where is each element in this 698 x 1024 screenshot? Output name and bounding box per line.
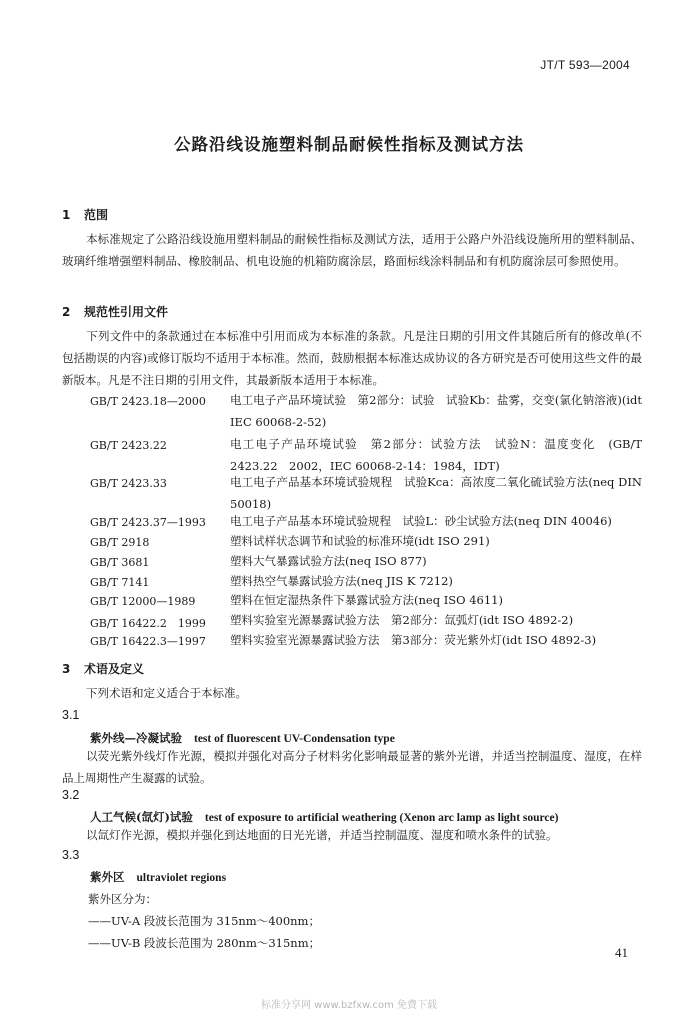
ref-title: 塑料实验室光源暴露试验方法 第3部分：荧光紫外灯(idt ISO 4892-3): [230, 633, 597, 647]
section-2-heading: [62, 303, 168, 320]
list-line: ——UV-A 段波长范围为 315nm～400nm；: [88, 914, 320, 928]
paragraph-text: 下列文件中的条款通过在本标准中引用而成为本标准的条款。凡是注日期的引用文件其随后所有的修改单(不包括勘误的内容)或修订版均不适用于本标准。然而，鼓励根据本标准达成协议的各方研究是否可使用这些文件的最新版本。凡是不注日期的引用文件，其最新版本适用于本标准。: [62, 329, 642, 387]
ref-code: GB/T 2423.22: [90, 439, 167, 452]
ref-title: 塑料大气暴露试验方法(neq ISO 877): [230, 554, 427, 568]
term-zh: 紫外线—冷凝试验: [90, 731, 182, 745]
list-line: 紫外区分为：: [88, 892, 157, 906]
ref-code: GB/T 2918: [90, 536, 150, 549]
ref-code: GB/T 2423.18—2000: [90, 395, 206, 408]
section-2-text: [62, 325, 642, 391]
subsection-number: 3.2: [62, 788, 80, 802]
term-en: test of exposure to artificial weathering (Xenon arc lamp as light source): [204, 812, 559, 824]
ref-code: GB/T 12000—1989: [90, 595, 196, 608]
term-definition: [62, 824, 642, 846]
section-title: 范围: [84, 208, 109, 222]
term-zh: 人工气候(氙灯)试验: [90, 810, 193, 824]
ref-title: 电工电子产品环境试验 第2部分：试验 试验Kb：盐雾，交变(氯化钠溶液)(idt IEC 60068-2-52): [230, 393, 642, 429]
ref-code: GB/T 16422.3—1997: [90, 635, 206, 648]
ref-code: GB/T 2423.33: [90, 477, 167, 490]
ref-title: 塑料热空气暴露试验方法(neq JIS K 7212): [230, 574, 453, 588]
ref-code: GB/T 7141: [90, 576, 150, 589]
section-title: 术语及定义: [84, 662, 145, 676]
section-number: 3: [62, 662, 71, 676]
ref-code: GB/T 3681: [90, 556, 150, 569]
section-1-text: [62, 228, 642, 272]
section-1-heading: [62, 206, 108, 223]
list-line: ——UV-B 段波长范围为 280nm～315nm；: [88, 936, 321, 950]
section-number: 2: [62, 305, 71, 319]
definition-text: 以氙灯作光源，模拟并强化到达地面的日光光谱，并适当控制温度、湿度和喷水条件的试验。: [86, 828, 558, 842]
term-en: ultraviolet regions: [136, 872, 227, 884]
ref-code: GB/T 16422.2 1999: [90, 617, 206, 630]
document-title: 公路沿线设施塑料制品耐候性指标及测试方法: [174, 135, 524, 154]
ref-title: 电工电子产品基本环境试验规程 试验Kca：高浓度二氧化硫试验方法(neq DIN 50018): [230, 475, 642, 511]
ref-title: 塑料实验室光源暴露试验方法 第2部分：氙弧灯(idt ISO 4892-2): [230, 613, 574, 627]
section-3-text: [62, 682, 642, 704]
ref-title: 塑料在恒定湿热条件下暴露试验方法(neq ISO 4611): [230, 593, 503, 607]
section-title: 规范性引用文件: [84, 305, 169, 319]
watermark-footer: 标准分享网 www.bzfxw.com 免费下载: [261, 1000, 437, 1011]
definition-text: 以荧光紫外线灯作光源，模拟并强化对高分子材料劣化影响最显著的紫外光谱，并适当控制温度、湿度，在样品上周期性产生凝露的试验。: [62, 749, 642, 785]
term-heading: [90, 869, 226, 885]
ref-title: 电工电子产品基本环境试验规程 试验L：砂尘试验方法(neq DIN 40046): [230, 514, 612, 528]
subsection-number: 3.1: [62, 708, 80, 722]
ref-title: 塑料试样状态调节和试验的标准环境(idt ISO 291): [230, 534, 490, 548]
section-3-heading: [62, 660, 144, 677]
paragraph-text: 本标准规定了公路沿线设施用塑料制品的耐候性指标及测试方法，适用于公路户外沿线设施所用的塑料制品、玻璃纤维增强塑料制品、橡胶制品、机电设施的机箱防腐涂层，路面标线涂料制品和有机防腐涂层可参照使用。: [62, 232, 642, 268]
paragraph-text: 下列术语和定义适合于本标准。: [86, 686, 247, 700]
document-code: JT/T 593—2004: [540, 58, 630, 72]
term-definition: [62, 745, 642, 789]
term-zh: 紫外区: [90, 870, 125, 884]
term-en: test of fluorescent UV-Condensation type: [194, 733, 395, 745]
term-heading: [90, 809, 558, 825]
section-number: 1: [62, 208, 71, 222]
subsection-number: 3.3: [62, 848, 80, 862]
ref-title: 电工电子产品环境试验 第2部分：试验方法 试验N：温度变化 (GB/T 2423.22 2002，IEC 60068-2-14：1984，IDT): [230, 437, 642, 473]
page-number: 41: [615, 945, 628, 960]
ref-code: GB/T 2423.37—1993: [90, 516, 206, 529]
term-heading: [90, 730, 395, 746]
